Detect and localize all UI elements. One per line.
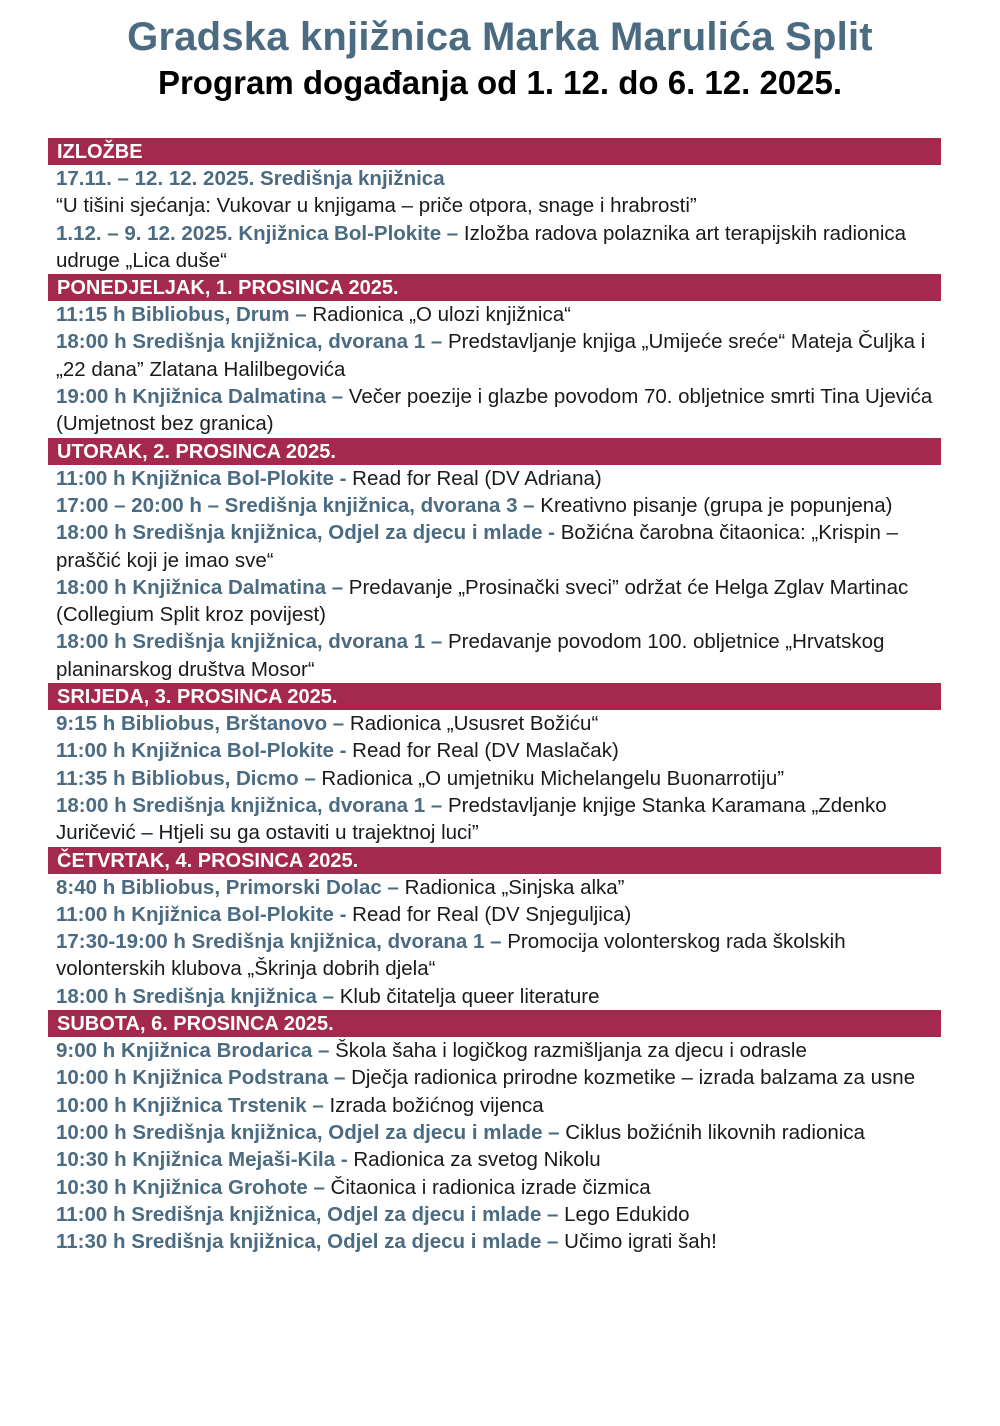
event-time-location: 11:00 h Knjižnica Bol-Plokite - <box>56 902 347 926</box>
event-time-location: 10:00 h Knjižnica Trstenik – <box>56 1093 324 1117</box>
event-entry <box>48 574 953 629</box>
event-description: Učimo igrati šah! <box>558 1230 717 1254</box>
event-time-location: 11:00 h Knjižnica Bol-Plokite - <box>56 466 347 490</box>
event-description: Škola šaha i logičkog razmišljanja za djecu i odrasle <box>329 1039 807 1063</box>
event-time-location: 10:30 h Knjižnica Grohote – <box>56 1175 325 1199</box>
event-entry <box>48 383 953 410</box>
event-description: Klub čitatelja queer literature <box>334 984 600 1008</box>
event-description: Predstavljanje knjige Stanka Karamana „Zdenko Juričević – Htjeli su ga ostaviti u trajektnoj luci” <box>56 793 887 845</box>
event-description: Radionica „Ususret Božiću“ <box>344 712 599 736</box>
event-entry <box>48 928 953 983</box>
event-entry <box>48 1037 953 1064</box>
event-entry <box>48 1228 953 1255</box>
event-time-location: 11:00 h Središnja knjižnica, Odjel za djecu i mlade – <box>56 1202 559 1226</box>
event-time-location: 11:30 h Središnja knjižnica, Odjel za djecu i mlade – <box>56 1230 559 1254</box>
event-entry <box>48 165 953 192</box>
event-time-location: 9:00 h Knjižnica Brodarica – <box>56 1039 330 1063</box>
event-entry <box>48 792 953 847</box>
event-description: Ciklus božićnih likovnih radionica <box>559 1120 865 1144</box>
event-time-location: 18:00 h Knjižnica Dalmatina – <box>56 575 344 599</box>
event-time-location: 11:35 h Bibliobus, Dicmo – <box>56 766 316 790</box>
event-entry <box>48 628 953 683</box>
page-subtitle: Program događanja od 1. 12. do 6. 12. 2025. <box>157 64 843 101</box>
event-description: Radionica „O ulozi knjižnica“ <box>306 303 571 327</box>
page-header <box>0 16 1000 102</box>
event-time-location: 17:00 – 20:00 h – Središnja knjižnica, dvorana 3 – <box>56 493 535 517</box>
event-time-location: 10:30 h Knjižnica Mejaši-Kila - <box>56 1148 348 1172</box>
event-entry <box>48 192 953 219</box>
event-time-location: 17.11. – 12. 12. 2025. Središnja knjižnica <box>56 167 445 190</box>
section-heading: PONEDJELJAK, 1. PROSINCA 2025. <box>48 274 941 301</box>
event-time-location: 18:00 h Središnja knjižnica, dvorana 1 – <box>56 330 443 354</box>
event-description: Dječja radionica prirodne kozmetike – izrada balzama za usne <box>345 1066 916 1090</box>
event-description: Promocija volonterskog rada školskih volonterskih klubova „Škrinja dobrih djela“ <box>56 930 846 981</box>
event-entry <box>48 1119 953 1146</box>
event-description: (Umjetnost bez granica) <box>56 412 274 436</box>
program-section <box>48 683 953 846</box>
event-description: Radionica za svetog Nikolu <box>347 1148 601 1172</box>
event-time-location: 11:00 h Knjižnica Bol-Plokite - <box>56 739 347 763</box>
event-description: Predavanje povodom 100. obljetnice „Hrvatskog planinarskog društva Mosor“ <box>56 630 885 681</box>
event-description: Radionica „Sinjska alka” <box>398 875 625 899</box>
event-description: Lego Edukido <box>558 1202 690 1226</box>
event-description: Read for Real (DV Snjeguljica) <box>346 902 632 926</box>
event-program <box>48 138 953 1255</box>
event-description: Read for Real (DV Maslačak) <box>346 739 619 763</box>
event-description: Izrada božićnog vijenca <box>323 1093 544 1117</box>
event-time-location: 8:40 h Bibliobus, Primorski Dolac – <box>56 875 399 899</box>
event-description: Večer poezije i glazbe povodom 70. obljetnice smrti Tina Ujevića <box>343 385 933 409</box>
event-entry <box>48 710 953 737</box>
program-section <box>48 138 953 274</box>
event-time-location: 10:00 h Središnja knjižnica, Odjel za djecu i mlade – <box>56 1120 560 1144</box>
program-section <box>48 438 953 683</box>
section-heading: SUBOTA, 6. PROSINCA 2025. <box>48 1010 941 1037</box>
event-entry <box>48 220 953 275</box>
event-entry <box>48 519 953 574</box>
event-entry <box>48 874 953 901</box>
event-description: Čitaonica i radionica izrade čizmica <box>324 1175 651 1199</box>
program-section <box>48 847 953 1010</box>
event-entry <box>48 410 953 437</box>
section-heading: ČETVRTAK, 4. PROSINCA 2025. <box>48 847 941 874</box>
event-description: Predavanje „Prosinački sveci” održat će Helga Zglav Martinac (Collegium Split kroz povijest) <box>56 575 909 627</box>
event-time-location: 11:15 h Bibliobus, Drum – <box>56 303 307 327</box>
program-section <box>48 1010 953 1255</box>
event-entry <box>48 983 953 1010</box>
event-time-location: 19:00 h Knjižnica Dalmatina – <box>56 385 344 409</box>
program-section <box>48 274 953 437</box>
section-heading: SRIJEDA, 3. PROSINCA 2025. <box>48 683 941 710</box>
event-entry <box>48 737 953 764</box>
event-description: Kreativno pisanje (grupa je popunjena) <box>534 493 893 517</box>
event-description: Izložba radova polaznika art terapijskih radionica udruge „Lica duše“ <box>56 221 907 272</box>
event-entry <box>48 1174 953 1201</box>
event-time-location: 9:15 h Bibliobus, Brštanovo – <box>56 712 345 736</box>
event-entry <box>48 765 953 792</box>
event-time-location: 17:30-19:00 h Središnja knjižnica, dvorana 1 – <box>56 930 502 954</box>
section-heading: IZLOŽBE <box>48 138 941 165</box>
event-entry <box>48 1092 953 1119</box>
event-entry <box>48 328 953 383</box>
event-entry <box>48 465 953 492</box>
event-time-location: 18:00 h Središnja knjižnica – <box>56 984 335 1008</box>
event-time-location: 18:00 h Središnja knjižnica, dvorana 1 – <box>56 630 443 654</box>
event-description: Božićna čarobna čitaonica: „Krispin – praščić koji je imao sve“ <box>56 521 899 572</box>
event-time-location: 18:00 h Središnja knjižnica, Odjel za djecu i mlade - <box>56 521 556 545</box>
event-entry <box>48 492 953 519</box>
event-entry <box>48 1064 953 1091</box>
event-entry <box>48 901 953 928</box>
event-time-location: 10:00 h Knjižnica Podstrana – <box>56 1066 346 1090</box>
event-entry <box>48 1146 953 1173</box>
event-entry <box>48 301 953 328</box>
event-description: “U tišini sjećanja: Vukovar u knjigama – priče otpora, snage i hrabrosti” <box>56 194 697 218</box>
event-description: Predstavljanje knjiga „Umijeće sreće“ Mateja Čuljka i „22 dana” Zlatana Halilbegovića <box>56 330 926 381</box>
event-time-location: 18:00 h Središnja knjižnica, dvorana 1 – <box>56 793 443 817</box>
event-description: Read for Real (DV Adriana) <box>346 466 602 490</box>
page-title: Gradska knjižnica Marka Marulića Split <box>127 15 873 59</box>
event-time-location: 1.12. – 9. 12. 2025. Knjižnica Bol-Plokite – <box>56 221 459 245</box>
section-heading: UTORAK, 2. PROSINCA 2025. <box>48 438 941 465</box>
event-entry <box>48 1201 953 1228</box>
event-description: Radionica „O umjetniku Michelangelu Buonarrotiju” <box>315 766 785 790</box>
